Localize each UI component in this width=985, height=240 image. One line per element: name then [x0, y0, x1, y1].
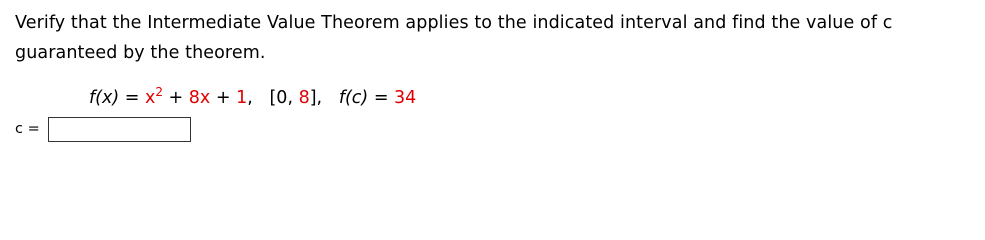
plus-sign-2: + — [210, 88, 237, 108]
question-instructions: Verify that the Intermediate Value Theorem applies to the indicated interval and find the value of c guaranteed by the theorem. — [15, 13, 893, 63]
function-formula — [89, 86, 416, 110]
function-name: f(x) — [89, 88, 120, 108]
term-constant: 1 — [236, 88, 248, 108]
interval-close: ], — [309, 88, 339, 108]
interval-start: [0, — [269, 88, 299, 108]
answer-row — [15, 115, 191, 143]
term-8x: 8x — [188, 88, 211, 108]
fc-name: f(c) — [338, 88, 369, 108]
formula-comma: , — [247, 88, 270, 108]
equals-sign: = — [119, 88, 145, 108]
term-x-squared — [144, 85, 163, 108]
exponent: 2 — [155, 85, 163, 99]
fc-equals-sign: = — [368, 88, 395, 108]
fc-value: 34 — [394, 88, 417, 108]
term-x: x — [144, 88, 156, 108]
plus-sign-1: + — [162, 88, 189, 108]
answer-label: c = — [15, 121, 40, 137]
interval-end: 8 — [298, 88, 310, 108]
answer-input[interactable] — [48, 117, 191, 142]
